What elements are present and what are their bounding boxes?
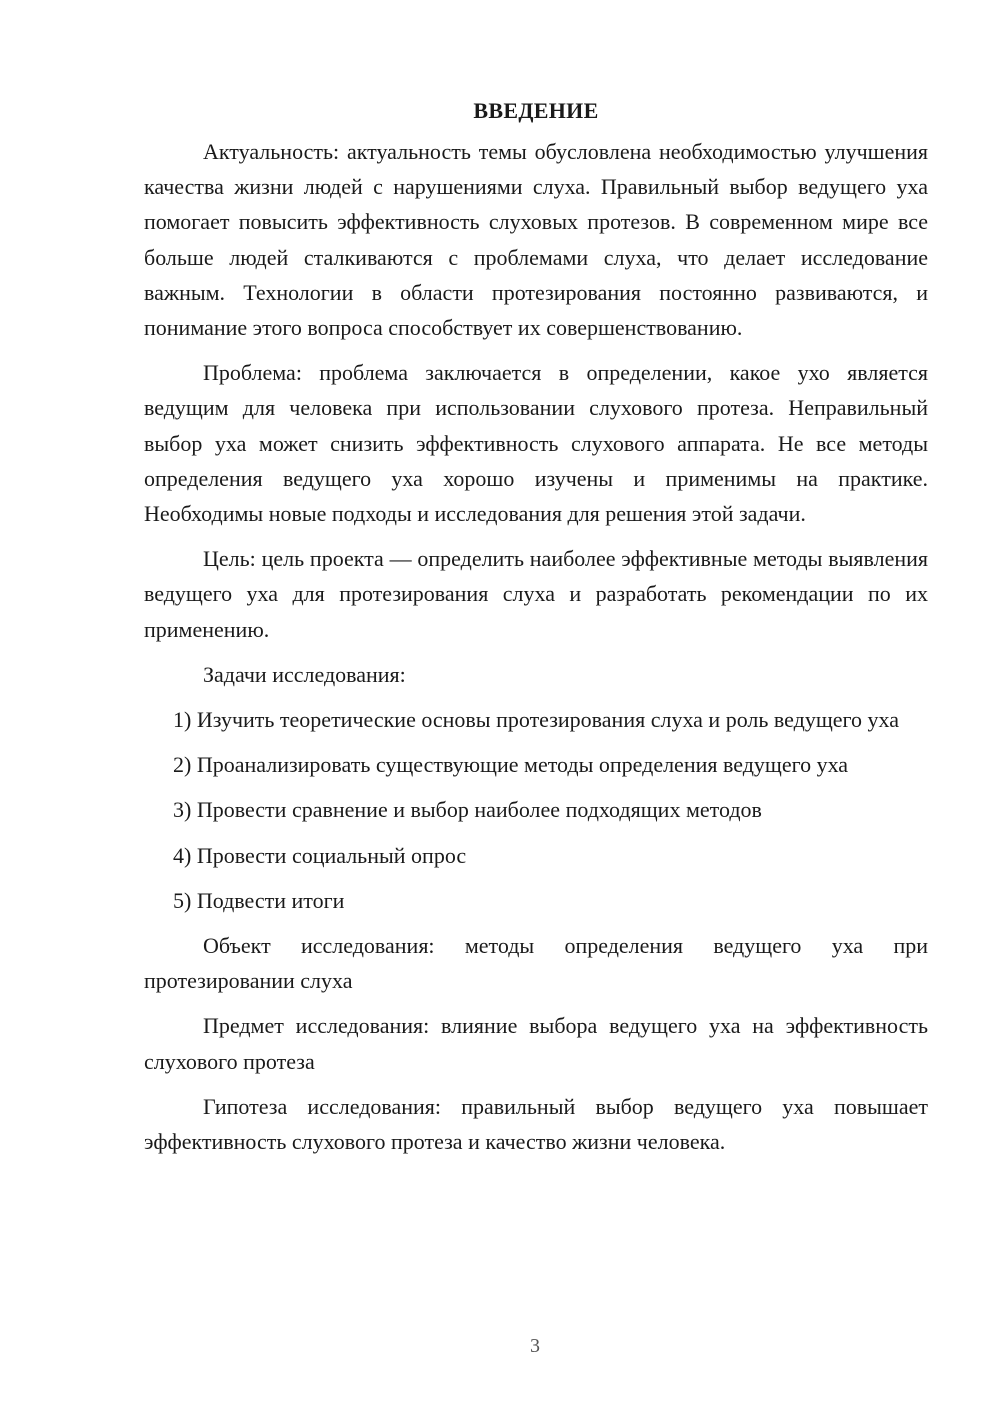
subject-paragraph: Предмет исследования: влияние выбора ведущего уха на эффективность слухового протеза	[144, 1013, 928, 1074]
task-item-1: 1) Изучить теоретические основы протезирования слуха и роль ведущего уха	[173, 707, 899, 733]
tasks-heading: Задачи исследования:	[203, 661, 406, 687]
page-number: 3	[530, 1335, 540, 1357]
task-item-5: 5) Подвести итоги	[173, 887, 345, 913]
problem-paragraph: Проблема: проблема заключается в определении, какое ухо является ведущим для человека при использовании слухового протеза. Неправильный выбор уха может снизить эффективность слухового аппарата. Не все методы определения ведущего уха хорошо изучены и применимы на практике. Необходимы новые подходы и исследования для решения этой задачи.	[144, 360, 928, 527]
page-title: ВВЕДЕНИЕ	[473, 98, 599, 123]
goal-paragraph: Цель: цель проекта — определить наиболее эффективные методы выявления ведущего уха для протезирования слуха и разработать рекомендации по их применению.	[144, 546, 928, 642]
relevance-paragraph: Актуальность: актуальность темы обусловлена необходимостью улучшения качества жизни людей с нарушениями слуха. Правильный выбор ведущего уха помогает повысить эффективность слуховых протезов. В современном мире все больше людей сталкиваются с проблемами слуха, что делает исследование важным. Технологии в области протезирования постоянно развиваются, и понимание этого вопроса способствует их совершенствованию.	[144, 139, 928, 341]
task-item-4: 4) Провести социальный опрос	[173, 842, 467, 868]
task-item-2: 2) Проанализировать существующие методы определения ведущего уха	[173, 752, 849, 778]
task-item-3: 3) Провести сравнение и выбор наиболее подходящих методов	[173, 797, 762, 823]
hypothesis-paragraph: Гипотеза исследования: правильный выбор ведущего уха повышает эффективность слухового протеза и качество жизни человека.	[144, 1093, 928, 1155]
document-page	[144, 94, 928, 1169]
object-paragraph: Объект исследования: методы определения ведущего уха при протезировании слуха	[144, 933, 928, 994]
